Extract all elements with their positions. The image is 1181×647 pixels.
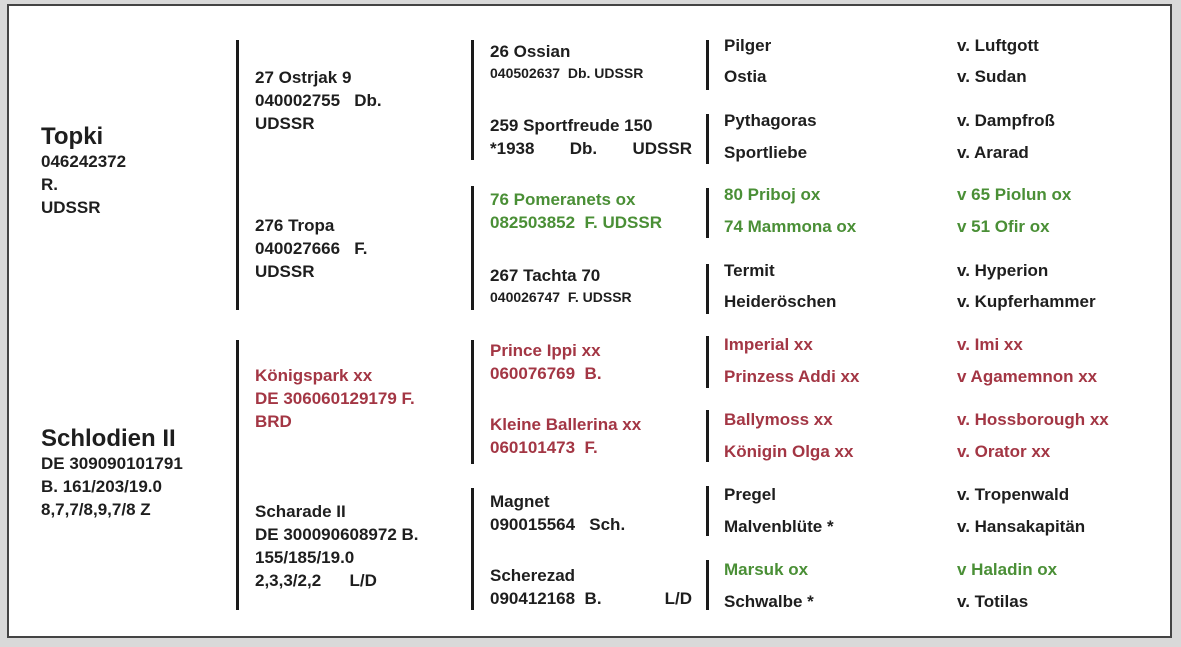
gen3-entry-2: [490, 114, 692, 160]
gen4-sire-8: v. Kupferhammer: [957, 292, 1096, 311]
gen2-sd-reg: [255, 237, 368, 260]
subject-sire-line2: R.: [41, 175, 58, 194]
gen3-entry-6: [490, 413, 641, 459]
gen4-name-11: Ballymoss xx: [724, 410, 833, 429]
gen3-entry-7: [490, 490, 625, 536]
divider-gen3-1: [471, 40, 474, 160]
gen4-name-10: Prinzess Addi xx: [724, 367, 860, 386]
gen3-entry-8: [490, 564, 692, 610]
gen3-5-number: 060076769: [490, 364, 576, 383]
divider-gen4-3: [706, 188, 709, 238]
gen4-name-5: 80 Priboj ox: [724, 185, 821, 204]
gen4-sire-2: v. Sudan: [957, 67, 1027, 86]
gen3-1-name: 26 Ossian: [490, 42, 571, 61]
subject-dam-name: Schlodien II: [41, 425, 176, 452]
gen4-name-15: Marsuk ox: [724, 560, 809, 579]
gen2-sire-dam: [255, 214, 368, 283]
gen2-ds-country: BRD: [255, 412, 292, 431]
gen2-ss-color: Db.: [354, 91, 382, 110]
divider-gen4-6: [706, 410, 709, 462]
divider-gen3-3: [471, 340, 474, 464]
gen3-entry-4: [490, 264, 632, 307]
gen4-sire-10: v Agamemnon xx: [957, 367, 1098, 386]
gen3-6-reg: [490, 436, 641, 459]
subject-dam-reg: DE 309090101791: [41, 454, 183, 473]
gen2-ss-country: UDSSR: [255, 114, 315, 133]
gen2-ss-name: 27 Ostrjak 9: [255, 68, 352, 87]
gen2-dd-measures: 155/185/19.0: [255, 548, 355, 567]
gen4-name-16: Schwalbe *: [724, 592, 814, 611]
gen3-4-number: 040026747: [490, 289, 561, 305]
gen3-8-color: B.: [584, 589, 602, 608]
gen4-sire-15: v Haladin ox: [957, 560, 1058, 579]
gen3-5-reg: [490, 362, 602, 385]
pedigree-table: [7, 4, 1172, 638]
gen2-sire-sire: [255, 66, 382, 135]
gen4-sire-3: v. Dampfroß: [957, 111, 1055, 130]
gen4-sire-7: v. Hyperion: [957, 261, 1049, 280]
gen2-sd-number: 040027666: [255, 239, 341, 258]
gen2-dd-score-values: 2,3,3/2,2: [255, 571, 322, 590]
gen2-dam-dam: [255, 500, 419, 592]
gen4-name-4: Sportliebe: [724, 143, 808, 162]
gen3-7-reg: [490, 513, 625, 536]
gen4-sire-11: v. Hossborough xx: [957, 410, 1109, 429]
divider-gen3-2: [471, 186, 474, 310]
gen4-sire-13: v. Tropenwald: [957, 485, 1070, 504]
gen4-name-13: Pregel: [724, 485, 776, 504]
gen3-entry-1: [490, 40, 643, 83]
divider-gen4-8: [706, 560, 709, 610]
gen3-8-name: Scherezad: [490, 566, 576, 585]
subject-dam-line3: 8,7,7/8,9,7/8 Z: [41, 500, 151, 519]
gen4-name-14: Malvenblüte *: [724, 517, 834, 536]
gen3-3-name: 76 Pomeranets ox: [490, 190, 636, 209]
gen3-5-name: Prince Ippi xx: [490, 341, 601, 360]
gen3-3-details: F. UDSSR: [584, 213, 663, 232]
divider-gen3-4: [471, 488, 474, 610]
gen4-sire-5: v 65 Piolun ox: [957, 185, 1072, 204]
gen4-name-3: Pythagoras: [724, 111, 817, 130]
gen3-7-name: Magnet: [490, 492, 550, 511]
divider-gen4-2: [706, 114, 709, 164]
gen3-1-reg: [490, 63, 643, 83]
gen3-8-number: 090412168: [490, 589, 576, 608]
divider-gen4-1: [706, 40, 709, 90]
subject-sire-name: Topki: [41, 123, 104, 150]
gen4-sire-6: v 51 Ofir ox: [957, 217, 1050, 236]
gen3-3-number: 082503852: [490, 213, 576, 232]
gen4-name-8: Heideröschen: [724, 292, 837, 311]
gen3-entry-5: [490, 339, 602, 385]
gen4-sire-16: v. Totilas: [957, 592, 1029, 611]
divider-gen4-5: [706, 336, 709, 388]
gen4-sire-9: v. Imi xx: [957, 335, 1023, 354]
divider-gen2-sire: [236, 40, 239, 310]
gen4-name-6: 74 Mammona ox: [724, 217, 857, 236]
gen4-name-12: Königin Olga xx: [724, 442, 854, 461]
gen3-7-number: 090015564: [490, 515, 576, 534]
gen3-8-reg: [490, 587, 692, 610]
gen3-8-mark: L/D: [664, 589, 692, 608]
gen3-2-color: Db.: [569, 139, 598, 158]
gen4-sire-12: v. Orator xx: [957, 442, 1051, 461]
gen3-6-name: Kleine Ballerina xx: [490, 415, 642, 434]
gen4-name-7: Termit: [724, 261, 775, 280]
gen3-1-number: 040502637: [490, 65, 561, 81]
gen3-1-details: Db. UDSSR: [567, 65, 644, 81]
gen3-7-color: Sch.: [589, 515, 626, 534]
gen2-dd-name: Scharade II: [255, 502, 346, 521]
gen3-6-color: F.: [584, 438, 598, 457]
gen3-6-number: 060101473: [490, 438, 576, 457]
gen3-2-name: 259 Sportfreude 150: [490, 116, 653, 135]
gen3-8-number-color: [490, 587, 602, 610]
divider-gen2-dam: [236, 340, 239, 610]
gen2-sd-country: UDSSR: [255, 262, 315, 281]
gen3-4-details: F. UDSSR: [567, 289, 632, 305]
gen4-sire-1: v. Luftgott: [957, 36, 1039, 55]
gen3-2-birth: *1938: [490, 139, 535, 158]
gen2-ss-reg: [255, 89, 382, 112]
gen2-dd-scores: [255, 569, 419, 592]
gen4-name-9: Imperial xx: [724, 335, 813, 354]
gen2-sd-color: F.: [354, 239, 368, 258]
subject-dam: [41, 426, 183, 521]
gen2-ds-reg: DE 306060129179 F.: [255, 389, 415, 408]
gen4-sire-4: v. Ararad: [957, 143, 1029, 162]
subject-sire-line3: UDSSR: [41, 198, 101, 217]
subject-sire-reg: 046242372: [41, 152, 127, 171]
gen2-dd-reg: DE 300090608972 B.: [255, 525, 419, 544]
gen3-entry-3: [490, 188, 662, 234]
gen3-4-name: 267 Tachta 70: [490, 266, 601, 285]
gen3-4-reg: [490, 287, 632, 307]
subject-dam-line2: B. 161/203/19.0: [41, 477, 162, 496]
gen4-name-1: Pilger: [724, 36, 772, 55]
gen2-ds-name: Königspark xx: [255, 366, 373, 385]
gen3-3-reg: [490, 211, 662, 234]
divider-gen4-7: [706, 486, 709, 536]
gen2-ss-number: 040002755: [255, 91, 341, 110]
gen2-sd-name: 276 Tropa: [255, 216, 335, 235]
subject-sire: [41, 124, 126, 219]
gen3-2-reg: [490, 137, 692, 160]
divider-gen4-4: [706, 264, 709, 314]
gen3-2-country: UDSSR: [632, 139, 692, 158]
gen2-dam-sire: [255, 364, 415, 433]
gen3-5-color: B.: [584, 364, 602, 383]
gen4-sire-14: v. Hansakapitän: [957, 517, 1086, 536]
gen2-dd-mark: L/D: [349, 571, 377, 590]
gen4-name-2: Ostia: [724, 67, 767, 86]
